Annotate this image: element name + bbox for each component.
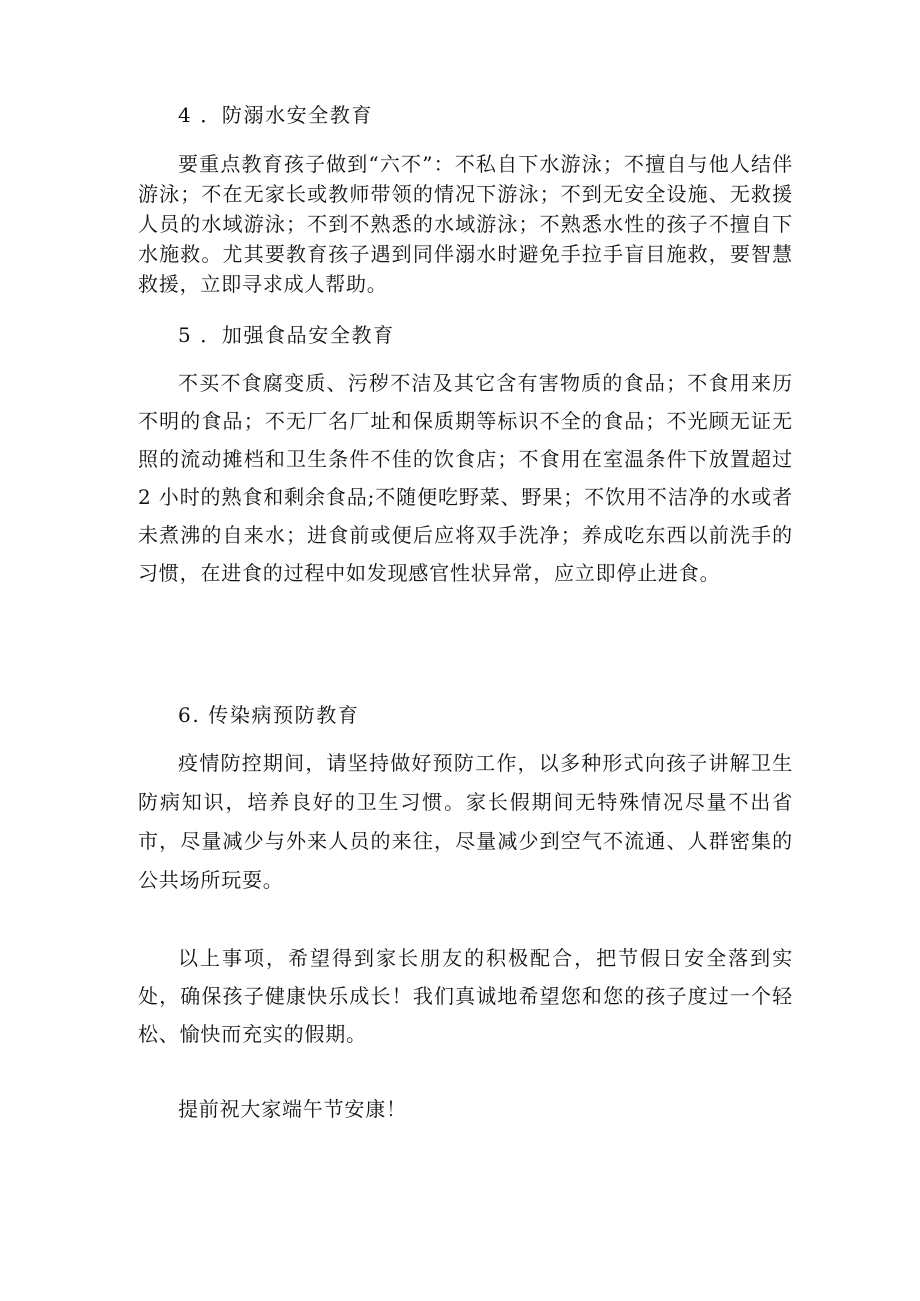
section-6-heading: 6. 传染病预防教育 bbox=[178, 703, 360, 727]
closing-paragraph: 以上事项，希望得到家长朋友的积极配合，把节假日安全落到实处，确保孩子健康快乐成长！我们真诚地希望您和您的孩子度过一个轻松、愉快而充实的假期。 bbox=[138, 946, 793, 1046]
section-4-body: 要重点教育孩子做到“六不”：不私自下水游泳；不擅自与他人结伴游泳；不在无家长或教师带领的情况下游泳；不到无安全设施、无救援人员的水域游泳；不到不熟悉的水域游泳；不熟悉水性的孩子不擅自下水施救。尤其要教育孩子遇到同伴溺水时避免手拉手盲目施救，要智慧救援，立即寻求成人帮助。 bbox=[138, 152, 793, 296]
section-4-heading: 4 ．防溺水安全教育 bbox=[178, 103, 374, 127]
section-5-heading: 5 ．加强食品安全教育 bbox=[178, 323, 395, 347]
holiday-wish: 提前祝大家端午节安康！ bbox=[178, 1097, 407, 1121]
section-5-body: 不买不食腐变质、污秽不洁及其它含有害物质的食品；不食用来历不明的食品；不无厂名厂址和保质期等标识不全的食品；不光顾无证无照的流动摊档和卫生条件不佳的饮食店；不食用在室温条件下放置超过 2 小时的熟食和剩余食品;不随便吃野菜、野果；不饮用不洁净的水或者未煮沸的自来水；进食前或便后应将双手洗净；养成吃东西以前洗手的习惯，在进食的过程中如发现感官性状异常，应立即停止进食。 bbox=[138, 371, 793, 585]
section-6-body: 疫情防控期间，请坚持做好预防工作，以多种形式向孩子讲解卫生防病知识，培养良好的卫生习惯。家长假期间无特殊情况尽量不出省市，尽量减少与外来人员的来往，尽量减少到空气不流通、人群密集的公共场所玩耍。 bbox=[138, 751, 793, 892]
